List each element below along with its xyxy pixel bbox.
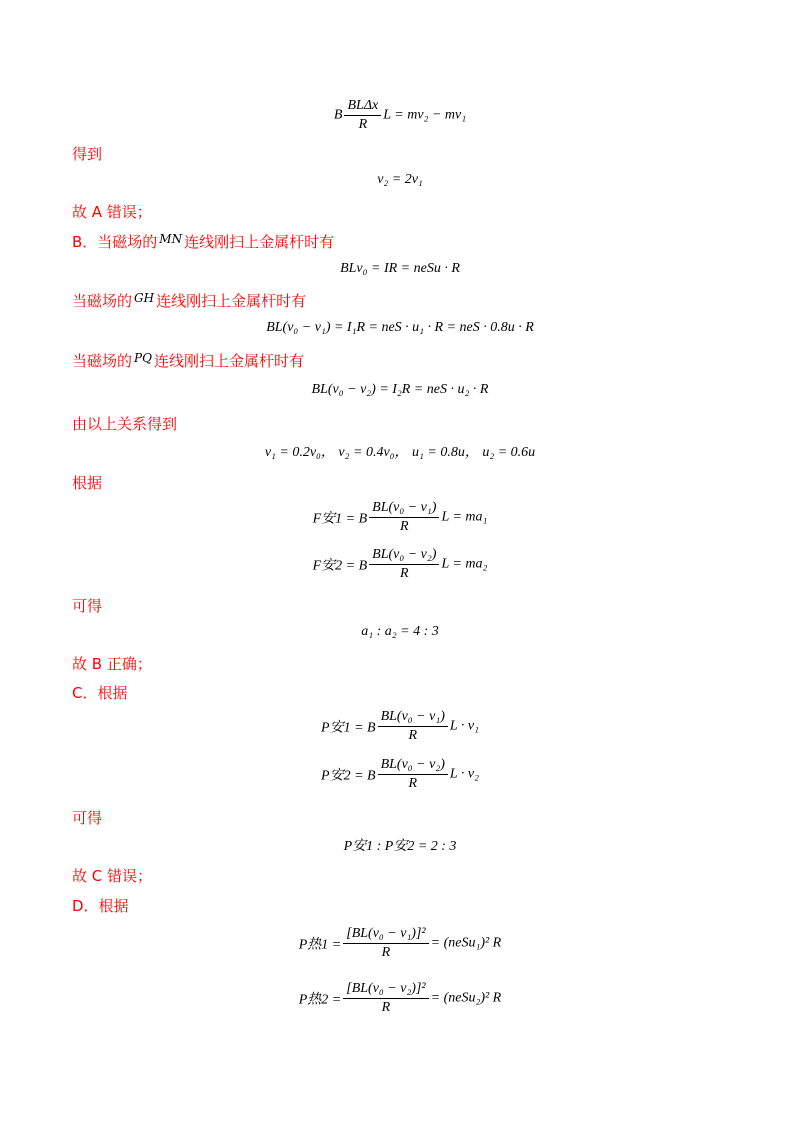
fraction-numerator: BL(v₀ − v₁) xyxy=(378,709,448,727)
eq-prefix: P安2 = B xyxy=(321,768,376,784)
fraction-denominator: R xyxy=(381,1000,391,1015)
fraction xyxy=(343,981,428,1016)
eq-suffix: = (neSu₁)² R xyxy=(430,935,502,951)
eq-prefix: F安1 = B xyxy=(312,511,368,527)
eq-suffix: L = mv₂ − mv₁ xyxy=(383,107,467,123)
fraction xyxy=(369,500,439,535)
eq-prefix: P安1 = B xyxy=(321,720,376,736)
equation-force-2 xyxy=(0,547,800,582)
text-part: B．当磁场的 xyxy=(72,233,158,251)
eq-prefix: F安2 = B xyxy=(312,558,368,574)
eq-prefix: P热2 = xyxy=(298,992,342,1008)
equation-pq: BL(v₀ − v₂) = I₂R = neS · u₂ · R xyxy=(311,382,489,397)
text-line xyxy=(72,231,334,252)
equation-mn: BLv₀ = IR = neSu · R xyxy=(340,261,460,276)
eq-prefix: B xyxy=(333,107,343,123)
equation-gh: BL(v₀ − v₁) = I₁R = neS · u₁ · R = neS · 0.8u · R xyxy=(266,320,534,335)
fraction xyxy=(378,709,448,744)
fraction-denominator: R xyxy=(408,728,417,743)
eq-suffix: = (neSu₂)² R xyxy=(430,990,502,1006)
eq-suffix: L · v₁ xyxy=(449,718,479,734)
eq-prefix: P热1 = xyxy=(298,937,342,953)
eq-suffix: L · v₂ xyxy=(449,766,479,782)
text-part: 当磁场的 xyxy=(72,352,133,370)
text-line: 可得 xyxy=(72,809,103,827)
fraction-denominator: R xyxy=(408,776,417,791)
equation-heat-2 xyxy=(0,981,800,1016)
fraction-numerator: [BL(v₀ − v₁)]² xyxy=(343,926,428,944)
text-line: 故 B 正确； xyxy=(72,655,152,673)
fraction-denominator: R xyxy=(400,566,409,581)
text-line: 可得 xyxy=(72,597,103,615)
fraction-numerator: BLΔx xyxy=(344,98,381,116)
text-line xyxy=(72,290,306,311)
fraction-denominator: R xyxy=(381,945,391,960)
equation-momentum xyxy=(0,98,800,133)
text-line xyxy=(72,350,304,371)
symbol-pq: PQ xyxy=(134,351,152,365)
text-line: C．根据 xyxy=(72,684,128,702)
text-line: 得到 xyxy=(72,145,103,163)
symbol-mn: MN xyxy=(159,232,183,246)
equation-power-ratio: P安1 : P安2 = 2 : 3 xyxy=(343,839,457,854)
text-line: 根据 xyxy=(72,474,103,492)
fraction xyxy=(343,926,428,961)
fraction xyxy=(369,547,439,582)
equation-accel-ratio: a₁ : a₂ = 4 : 3 xyxy=(361,624,439,639)
fraction-numerator: BL(v₀ − v₁) xyxy=(369,500,439,518)
equation-relations: v₁ = 0.2v₀， v₂ = 0.4v₀， u₁ = 0.8u， u₂ = 0.6u xyxy=(264,445,536,460)
text-line: 故 C 错误； xyxy=(72,867,153,885)
fraction-numerator: BL(v₀ − v₂) xyxy=(369,547,439,565)
text-part: 连线刚扫上金属杆时有 xyxy=(153,352,304,370)
fraction xyxy=(378,757,448,792)
text-line: 故 A 错误； xyxy=(72,203,152,221)
equation-force-1 xyxy=(0,500,800,535)
equation-power-2 xyxy=(0,757,800,792)
equation-v2: v₂ = 2v₁ xyxy=(377,172,423,187)
eq-suffix: L = ma₁ xyxy=(441,509,488,525)
fraction xyxy=(344,98,381,133)
text-part: 当磁场的 xyxy=(72,292,133,310)
fraction-denominator: R xyxy=(400,519,409,534)
equation-heat-1 xyxy=(0,926,800,961)
text-part: 连线刚扫上金属杆时有 xyxy=(184,233,335,251)
symbol-gh: GH xyxy=(134,291,155,305)
text-line: D．根据 xyxy=(72,897,129,915)
fraction-numerator: BL(v₀ − v₂) xyxy=(378,757,448,775)
eq-suffix: L = ma₂ xyxy=(441,556,488,572)
fraction-denominator: R xyxy=(358,117,368,132)
equation-power-1 xyxy=(0,709,800,744)
fraction-numerator: [BL(v₀ − v₂)]² xyxy=(343,981,428,999)
text-line: 由以上关系得到 xyxy=(72,415,178,433)
text-part: 连线刚扫上金属杆时有 xyxy=(156,292,307,310)
